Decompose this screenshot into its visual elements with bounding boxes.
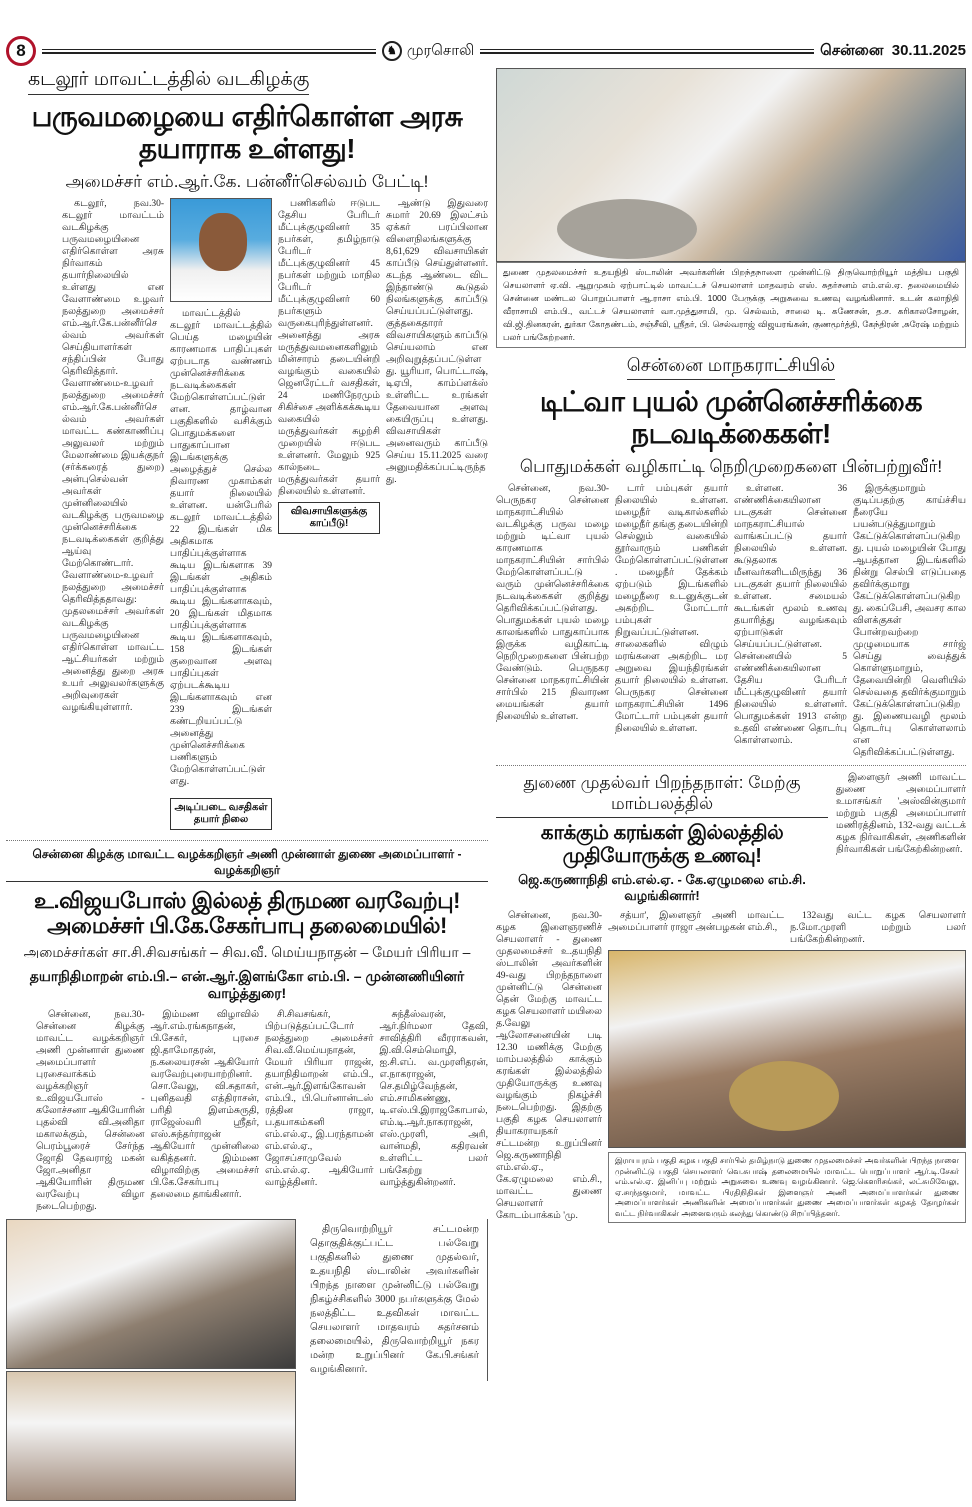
minister-portrait-photo xyxy=(170,198,272,302)
article4-col-1: சென்னை, நவ.30- கழக இளைஞரணிச் செயலாளர் - துணை முதலமைச்சர் உ.தயநிதி ஸ்டாலின் அவர்களின் 49-வது பிறந்தநாளை முன்னிட்டு சென்னை தென் மேற்கு மாவட்ட கழக செயலாளர் மயிலை த.வேலு ஆலோசனையின் படி 12.30 மணிக்கு மேற்கு மாம்பலத்தில் காக்கும் கரங்கள் இல்லத்தில் முதியோருக்கு உணவு வழங்கும் நிகழ்ச்சி நடைபெற்றது. இதற்கு பகுதி கழக செயலாளர் தியாகராயநகர் சட்டமன்ற உறுப்பினர் ஜெ.கருணாநிதி எம்.எல்.ஏ., கே.ஏழுமலை எம்.சி., மாவட்ட துணை செயலாளர் கோடம்பாக்கம் 'மு. xyxy=(496,911,603,1222)
article3-col-4: சுந்தீஸ்வரன், ஆர்.நிர்மலா தேவி, சாவித்திரி வீரராகவன், இ.வி.செம்மொழி, ஐ.சி.எப். வ.முரளிதரன், எ.நாகராஜன், செ.தமிழ்வேந்தன், எம்.சாமிகண்ணு, டி.எஸ்.பி.இராஜகோபால், எம்.டி.ஆர்.நாகராஜன், எஸ்.முரளி, அரி, வான்மதி, கதிரவன் உள்ளிட்ட பலர் பங்கேற்று வாழ்த்துகின்றனர். xyxy=(379,1009,488,1188)
article3-kicker: சென்னை கிழக்கு மாவட்ட வழக்கறிஞர் அணி முன்னாள் துணை அமைப்பாளர் - வழக்கறிஞர் xyxy=(6,847,488,881)
paper-name: முரசொலி xyxy=(406,41,475,59)
article2-col-1: சென்னை, நவ.30- பெருநகர சென்னை மாநகராட்சியில் வடகிழக்கு பருவ மழை மற்றும் டிட்வா புயல் காரணமாக மாநகராட்சியின் சார்பில் மேற்கொள்ளப்பட்டு வரும் முன்னெச்சரிக்கை நடவடிக்கைகள் குறித்து தெரிவிக்கப்பட்டுள்ளது. பொதுமக்கள் புயல் மழை காலங்களில் பாதுகாப்பாக இருக்க வழிகாட்டி நெறிமுறைகளை பின்பற்ற வேண்டும். பெருநகர சென்னை மாநகராட்சியின் சார்பில் 215 நிவாரண மையங்கள் தயார் நிலையில் உள்ளன. xyxy=(496,484,609,723)
dateline xyxy=(820,42,966,61)
event-photo-food-distribution xyxy=(496,68,966,262)
article3-sub2: தயாநிதிமாறன் எம்.பி.– என்.ஆர்.இளங்கோ எம்.பி. – முன்னணியினர் வாழ்த்துரை! xyxy=(29,967,465,1002)
article4-subheadline: ஜெ.கருணாநிதி எம்.எல்.ஏ. - கே.ஏழுமலை எம்.சி. வழங்கினார்! xyxy=(518,871,806,903)
divider xyxy=(496,765,966,766)
article3-headline: உ.விஜயபோஸ் இல்லத் திருமண வரவேற்பு! அமைச்சர் பி.கே.சேகர்பாபு தலைமையில்! xyxy=(34,887,460,938)
article4-side-col: இளைஞர் அணி மாவட்ட துணை அமைப்பாளர் உமாசங்கர் 'அஸ்வின்குமார் மற்றும் பகுதி அமைப்பாளர் மணிரத்தினம், 132-வது வட்டக் கழக நிர்வாகிகள், அணிகளின் நிர்வாகிகள் பங்கேற்கின்றனர். xyxy=(836,773,966,856)
page-header xyxy=(6,34,966,68)
article3-col-3: சி.சிவசங்கர், பிற்படுத்தப்பட்டோர் நலத்துறை அமைச்சர் சிவ.வீ.மெய்யநாதன், மேயர் பிரியா ராஜன், தயாநிதிமாறன் எம்.பி., என்.ஆர்.இளங்கோவன் எம்.பி., பி.பெர்னான்டஸ் ரத்தின ராஜா, ப.தயாகம்கனி எம்.எல்.ஏ., இ.பரந்தாமன் எம்.எல்.ஏ., ஜோசப்சாமுவேல் எம்.எல்.ஏ. ஆகியோர் வாழ்த்தினர். xyxy=(265,1009,374,1188)
photo4-caption: இராயபுரம் பகுதி கழக பகுதி சார்பில் தமிழ்நாடு துணை முதலமைச்சர் அவர்களின் பிறந்த நாளை முன்னிட்டு பகுதி செயலாளர் வெ.சுபாஷ் தலைமையில் மாவட்ட பொறுப்பாளர் ஆர்.டி.சேகர் எம்.எல்.ஏ. இனிப்பு மற்றும் அறுசுவை உணவு வழங்கினார். ஜெ.கௌரிசங்கர், லட்சுமிவேலு, ஏ.சாந்தகுமார், மாவட்ட பிரதிநிதிகள் இளைஞர் அணி அமைப்பாளர்கள் துணை அமைப்பாளர்கள் அணிகளின் அமைப்பாளர்கள் துணை அமைப்பாளர்கள் கழகத் தோழர்கள் வட்ட நிர்வாகிகள் அனைவரும் கலந்து கொண்டு சிறப்பித்தனர். xyxy=(608,1152,966,1223)
divider xyxy=(42,49,376,54)
article4-col-3: 132வது வட்ட கழக செயலாளர் ந.மோ.முரளி மற்றும் பலர் பங்கேற்கின்றனர். xyxy=(790,911,966,946)
article1-col-1: கடலூர், நவ.30- கடலூர் மாவட்டம் வடகிழக்கு பருவமழையினை எதிர்கொள்ள அரசு நிர்வாகம் தயார்நிலையில் உள்ளது என வேளாண்மை உழவர் நலத்துறை அமைச்சர் எம்.ஆர்.கே.பன்னீர்செல்வம் அவர்கள் செய்தியாளர்கள் சந்திப்பின் போது தெரிவித்தார். வேளாண்மை-உழவர் நலத்துறை அமைச்சர் எம்.ஆர்.கே.பன்னீர்செல்வம் அவர்கள் மாவட்ட கண்காணிப்பு அலுவலர் மற்றும் மேலாண்மை இயக்குநர் (சர்க்கரைத் துறை) அன்புசெல்வன் அவர்கள் முன்னிலையில் வடகிழக்கு பருவமழை முன்னெச்சரிக்கை நடவடிக்கைகள் குறித்து ஆய்வு மேற்கொண்டார். வேளாண்மை-உழவர் நலத்துறை அமைச்சர் தெரிவித்ததாவது: முதலமைச்சர் அவர்கள் வடகிழக்கு பருவமழையினை எதிர்கொள்ள மாவட்ட ஆட்சியர்கள் மற்றும் அனைத்து துறை அரசு உயர் அலுவலர்களுக்கு அறிவுரைகள் வழங்கியுள்ளார். xyxy=(62,199,164,714)
article1-col-3: பணிகளில் ஈடுபட தேசிய பேரிடர் மீட்புக்குழுவினர் 35 நபர்கள், தமிழ்நாடு பேரிடர் மீட்புக்குழுவினர் 45 நபர்கள் மற்றும் மாநில பேரிடர் மீட்புக்குழுவினர் 60 நபர்களும் வருகைபுரிந்துள்ளனர். அனைத்து அரசு மருத்துவமனைகளிலும் மின்சாரம் தடையின்றி வழங்கும் வகையில் ஜெனரேட்டர் வசதிகள், 24 மணிநேரமும் சிகிச்சை அளிக்கக்கூடிய வகையில் மருத்துவர்கள் சுழற்சி முறையில் ஈடுபட உள்ளனர். மேலும் 925 கால்நடை மருத்துவர்கள் தயார் நிலையில் உள்ளனர். xyxy=(278,199,380,498)
article2-col-3: உள்ளன. 36 எண்ணிக்கையிலான படகுகள் சென்னை மாநகராட்சியால் வாங்கப்பட்டு தயார் நிலையில் உள்ளன. கூடுதலாக மீனவர்களிடமிருந்து 36 படகுகள் தயார் நிலையில் உள்ளன. சமையல் கூடங்கள் மூலம் உணவு தயாரித்து வழங்கவும் ஏற்பாடுகள் செய்யப்பட்டுள்ளன. சென்னையில் 5 எண்ணிக்கையிலான தேசிய பேரிடர் மீட்புக்குழுவினர் தயார் நிலையில் உள்ளனர். பொதுமக்கள் 1913 என்ற உதவி எண்ணை தொடர்பு கொள்ளலாம். xyxy=(734,484,847,747)
article1-headline: பருவமழையை எதிர்கொள்ள அரசு தயாராக உள்ளது! xyxy=(31,100,463,164)
event-photo-group xyxy=(6,1371,296,1501)
article3-sub1: அமைச்சர்கள் சா.சி.சிவசங்கர் – சிவ.வீ. மெய்யநாதன் – மேயர் பிரியா – xyxy=(23,944,471,961)
event-photo-elderly-food xyxy=(608,950,966,1148)
divider xyxy=(480,49,814,54)
article1-box-insurance: விவசாயிகளுக்கு காப்பீடு! xyxy=(278,502,380,534)
article1-kicker: கடலூர் மாவட்டத்தில் வடகிழக்கு xyxy=(28,69,310,90)
article4-kicker: துணை முதல்வர் பிறந்தநாள்: மேற்கு மாம்பலத்தில் xyxy=(523,773,801,814)
article1-subheadline: அமைச்சர் எம்.ஆர்.கே. பன்னீர்செல்வம் பேட்டி! xyxy=(65,172,429,192)
article4-col-2: சத்யா', இளைஞர் அணி மாவட்ட அமைப்பாளர் ராஜா அன்பழகன் எம்.சி., xyxy=(608,911,784,934)
city: சென்னை xyxy=(820,41,884,59)
article2-subheadline: பொதுமக்கள் வழிகாட்டி நெறிமுறைகளை பின்பற்றுவீர்! xyxy=(519,456,943,476)
article1-col-2: மாவட்டத்தில் கடலூர் மாவட்டத்தில் பெய்த மழையின் காரணமாக பாதிப்புகள் ஏற்படாத வண்ணம் முன்னெச்சரிக்கை நடவடிக்கைகள் மேற்கொள்ளப்பட்டுள்ளன. தாழ்வான பகுதிகளில் வசிக்கும் பொதுமக்களை பாதுகாப்பான இடங்களுக்கு அழைத்துச் செல்ல நிவாரண முகாம்கள் தயார் நிலையில் உள்ளன. யன்பேரில் கடலூர் மாவட்டத்தில் 22 இடங்கள் மிக அதிகமாக பாதிப்புக்குள்ளாக கூடிய இடங்களாக 39 இடங்கள் அதிகம் பாதிப்புக்குள்ளாக கூடிய இடங்களாகவும், 20 இடங்கள் மிதமாக பாதிப்புக்குள்ளாக கூடிய இடங்களாகவும், 158 இடங்கள் குறைவான அளவு பாதிப்புகள் ஏற்படக்கூடிய இடங்களாகவும் என 239 இடங்கள் கண்டறியப்பட்டு அனைத்து முன்னெச்சரிக்கை பணிகளும் மேற்கொள்ளப்பட்டுள்ளது. xyxy=(170,309,272,788)
page-number: 8 xyxy=(6,36,36,66)
article2-col-4: இருக்குமாறும் குடிப்பதற்கு காய்ச்சிய நீரையே பயன்படுத்துமாறும் கேட்டுக்கொள்ளப்படுகிறது. புயல் மழையின் போது ஆபத்தான இடங்களில் நின்று செல்பி எடுப்பதை தவிர்க்குமாறு கேட்டுக்கொள்ளப்படுகிறது. கைப்பேசி, அவசர கால விளக்குகள் போன்றவற்றை முழுமையாக சார்ஜ் செய்து வைத்துக் கொள்ளுமாறும், தேவையின்றி வெளியில் செல்வதை தவிர்க்குமாறும் கேட்டுக்கொள்ளப்படுகிறது. இணையவழி மூலம் தொடர்பு கொள்ளலாம் என தெரிவிக்கப்பட்டுள்ளது. xyxy=(853,484,966,759)
article3-col-2: இம்மண விழாவில் ஆர்.எம்.ரங்கநாதன், பி.சேகர், புரசை ஜி.தாமோதரன், ந.கலையரசன் ஆகியோர் வரவேற்புரையாற்றினர். சொ.வேலு, வி.சுதாகர், புனிதவதி எத்திராசன், பரிதி இளம்சுருதி, ராஜேஸ்வரி ஸ்ரீதர், எஸ்.சுந்தர்ராஜன் ஆகியோர் முன்னிலை வகித்தனர். இம்மண விழாவிற்கு அமைச்சர் பி.கே.சேகர்பாபு தலைமை தாங்கினார். xyxy=(150,1009,259,1200)
article1-col-4: ஆண்டு இதுவரை சுமார் 20.69 இலட்சம் ஏக்கர் பரப்பிலான விளைநிலங்களுக்கு 8,61,629 விவசாயிகள் காப்பீடு செய்துள்ளனர். கடந்த ஆண்டை விட இந்தாண்டு கூடுதல் நிலங்களுக்கு காப்பீடு செய்யப்பட்டுள்ளது. குத்தகைதாரர் விவசாயிகளும் காப்பீடு செய்யலாம் என அறிவுறுத்தப்பட்டுள்ளது. யூரியா, பொட்டாஷ், டிஏபி, காம்ப்ளக்ஸ் உள்ளிட்ட உரங்கள் தேவையான அளவு கையிருப்பு உள்ளது. விவசாயிகள் அனைவரும் காப்பீடு செய்ய 15.11.2025 வரை அனுமதிக்கப்பட்டிருந்தது. xyxy=(386,199,488,486)
article1-box-basic-facilities: அடிப்படை வசதிகள் தயார் நிலை xyxy=(170,798,272,830)
side-note: திருவொற்றியூர் சட்டமன்ற தொகுதிக்குட்பட்ட பல்வேறு பகுதிகளில் துணை முதல்வர், உதயநிதி ஸ்டாலின் அவர்களின் பிறந்த நாளை முன்னிட்டு பல்வேறு நிகழ்ச்சிகளில் 3000 நபர்களுக்கு மேல் நலத்திட்ட உதவிகள் மாவட்ட செயலாளர் மாதவரம் சுதர்சனம் தலைமையில், திருவொற்றியூர் நகர மன்ற உறுப்பினர் கே.பி.சங்கர் வழங்கினார். xyxy=(302,1219,488,1381)
photo1-caption: துணை முதலமைச்சர் உதயநிதி ஸ்டாலின் அவர்களின் பிறந்தநாளை முன்னிட்டு திருவொற்றியூர் மத்திய பகுதி செயலாளர் ஏ.வி. ஆறுமுகம் ஏற்பாட்டில் மாவட்டச் செயலாளர் மாதவரம் எஸ். சுதர்சனம் எம்.எல்.ஏ. தலைமையில் சென்னை மண்டல பொறுப்பாளர் ஆ.ராசா எம்.பி. 1000 பேருக்கு அறுசுவை உணவு வழங்கினார். உடன் கலாநிதி வீராசாமி எம்.பி., வட்டச் செயலாளர் வா.முத்துசாமி, மு. செல்வம், சாலை டி. கணேசன், த.ச. கரிகாலசோழன், வி.ஜி.தினகரன், துர்கா கோதண்டம், சஞ்சீவி, ஸ்ரீதர், பி. செல்வராஜ் விஜயரங்கன், குணமூர்த்தி, கேந்திரன் ,சுரேஷ் மற்றும் பலர் பங்கேற்றனர். xyxy=(496,262,966,348)
article2-kicker: சென்னை மாநகராட்சியில் xyxy=(626,355,836,375)
event-photo-welfare-aid xyxy=(6,1219,296,1369)
divider xyxy=(6,840,488,841)
date: 30.11.2025 xyxy=(891,41,966,59)
masthead xyxy=(382,41,475,61)
article2-headline: டிட்வா புயல் முன்னெச்சரிக்கை நடவடிக்கைகள்! xyxy=(539,385,923,449)
article2-col-2: டார் பம்புகள் தயார் நிலையில் உள்ளன. மழைநீர் வடிகால்களில் மழைநீர் தங்கு தடையின்றி செல்லும் வகையில் தூர்வாரும் பணிகள் மேற்கொள்ளப்பட்டுள்ளன. மழைநீர் தேக்கம் ஏற்படும் இடங்களில் மழைநீரை உடனுக்குடன் அகற்றிட மோட்டார் பம்புகள் நிறுவப்பட்டுள்ளன. சாலைகளில் விழும் மரங்களை அகற்றிட மர அறுவை இயந்திரங்கள் தயார் நிலையில் உள்ளன. பெருநகர சென்னை மாநகராட்சியின் 1496 மோட்டார் பம்புகள் தயார் நிலையில் உள்ளன. xyxy=(615,484,728,735)
logo-icon: ♞ xyxy=(382,41,402,61)
article4-headline: காக்கும் கரங்கள் இல்லத்தில் முதியோருக்கு உணவு! xyxy=(540,821,784,867)
article3-col-1: சென்னை, நவ.30- சென்னை கிழக்கு மாவட்ட வழக்கறிஞர் அணி முன்னாள் துணை அமைப்பாளர் புரசைவாக்கம் வழக்கறிஞர் உ.விஜயபோஸ் - கலோச்சனா ஆகியோரின் புதல்வி வி.அனிதா மகாலக்கும், சென்னை பெரம்பூரைச் சேர்ந்த ஜோதி தேவராஜ் மகன் ஜோ.அனிதா ஆகியோரின் திருமண வரவேற்பு விழா நடைபெற்றது. xyxy=(36,1009,145,1212)
